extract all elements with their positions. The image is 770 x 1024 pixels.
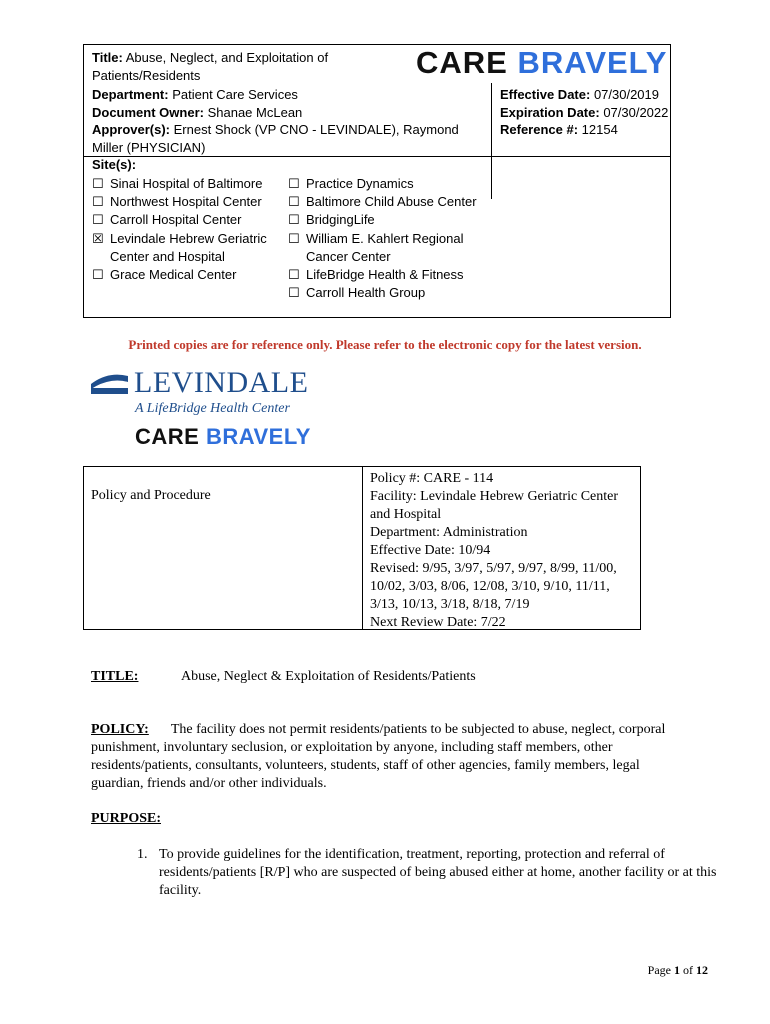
levindale-tagline: A LifeBridge Health Center	[135, 401, 290, 416]
approver-line: Approver(s): Ernest Shock (VP CNO - LEVINDALE), Raymond Miller (PHYSICIAN)	[92, 122, 459, 155]
document-info	[92, 86, 487, 156]
owner-line: Document Owner: Shanae McLean	[92, 104, 303, 120]
checkbox-icon: ☐	[92, 267, 104, 283]
checked-checkbox-icon: ☒	[92, 230, 104, 246]
reference-line: Reference #: 12154	[500, 122, 618, 137]
department-line: Department: Patient Care Services	[92, 87, 298, 102]
checkbox-icon: ☐	[288, 230, 300, 246]
purpose-item	[137, 846, 717, 900]
page-number: Page 1 of 12	[647, 963, 708, 977]
facility-line: Facility: Levindale Hebrew Geriatric Center and Hospital	[370, 489, 619, 522]
sites-column-1	[92, 175, 282, 284]
print-notice: Printed copies are for reference only. Please refer to the electronic copy for the latest version.	[128, 337, 642, 352]
policy-meta	[370, 470, 640, 632]
checkbox-icon: ☐	[288, 212, 300, 228]
levindale-swoosh-icon	[90, 370, 130, 400]
site-item: ☐ Sinai Hospital of Baltimore	[92, 175, 282, 193]
document-header	[83, 44, 671, 318]
site-item: ☐ Baltimore Child Abuse Center	[288, 193, 488, 211]
care-bravely-logo: CARE BRAVELY	[135, 424, 311, 449]
sites-column-2	[288, 175, 488, 302]
checkbox-icon: ☐	[288, 285, 300, 301]
table-divider	[362, 467, 363, 629]
levindale-name: LEVINDALE	[134, 366, 309, 399]
title-value: Abuse, Neglect & Exploitation of Residents/Patients	[181, 669, 476, 684]
checkbox-icon: ☐	[92, 212, 104, 228]
header-divider	[84, 156, 670, 157]
effective-date-line: Effective Date: 07/30/2019	[500, 87, 660, 102]
policy-type: Policy and Procedure	[91, 488, 211, 503]
checkbox-icon: ☐	[288, 267, 300, 283]
site-item: ☐ Carroll Health Group	[288, 284, 488, 302]
policy-number-line: Policy #: CARE - 114	[370, 471, 494, 486]
policy-text: The facility does not permit residents/patients to be subjected to abuse, neglect, corporal punishment, involuntary seclusion, or exploitation by anyone, including staff members, other residents/patients, consultants, volunteers, students, staff of other agencies, family members, legal guardian, friends and/or other individuals.	[91, 722, 666, 791]
site-item: ☐ Carroll Hospital Center	[92, 211, 282, 229]
care-bravely-logo: CARE BRAVELY	[416, 45, 668, 80]
policy-statement	[91, 721, 691, 793]
document-title: Title: Abuse, Neglect, and Exploitation of Patients/Residents	[92, 50, 329, 83]
levindale-logo	[90, 366, 330, 456]
checkbox-icon: ☐	[288, 176, 300, 191]
purpose-item-text: To provide guidelines for the identification, treatment, reporting, protection and referral of residents/patients [R/P] who are suspected of being abused either at home, another facility or at this facility.	[159, 847, 717, 898]
site-item: ☒ Levindale Hebrew Geriatric Center and Hospital	[92, 230, 282, 266]
sites-label: Site(s):	[92, 157, 137, 172]
expiration-date-line: Expiration Date: 07/30/2022	[500, 104, 669, 120]
document-dates	[500, 86, 670, 139]
site-item: ☐ BridgingLife	[288, 211, 488, 229]
department-line: Department: Administration	[370, 525, 528, 540]
title-label: TITLE:	[91, 669, 139, 684]
checkbox-icon: ☐	[288, 194, 300, 210]
purpose-item-number: 1.	[137, 847, 148, 862]
header-divider	[491, 83, 492, 199]
site-item: ☐ Grace Medical Center	[92, 266, 282, 284]
purpose-heading: PURPOSE:	[91, 811, 161, 826]
next-review-line: Next Review Date: 7/22	[370, 615, 506, 630]
effective-date-line: Effective Date: 10/94	[370, 543, 491, 558]
revised-line: Revised: 9/95, 3/97, 5/97, 9/97, 8/99, 11/00, 10/02, 3/03, 8/06, 12/08, 3/10, 9/10, 11/11, 3/13, 10/13, 3/18, 8/18, 7/19	[370, 561, 617, 612]
site-item: ☐ LifeBridge Health & Fitness	[288, 266, 488, 284]
policy-table	[83, 466, 641, 630]
site-item: ☐ Practice Dynamics	[288, 175, 488, 193]
site-item: ☐ Northwest Hospital Center	[92, 193, 282, 211]
checkbox-icon: ☐	[92, 194, 104, 210]
policy-label: POLICY:	[91, 722, 149, 737]
checkbox-icon: ☐	[92, 176, 104, 191]
site-item: ☐ William E. Kahlert Regional Cancer Center	[288, 230, 488, 266]
